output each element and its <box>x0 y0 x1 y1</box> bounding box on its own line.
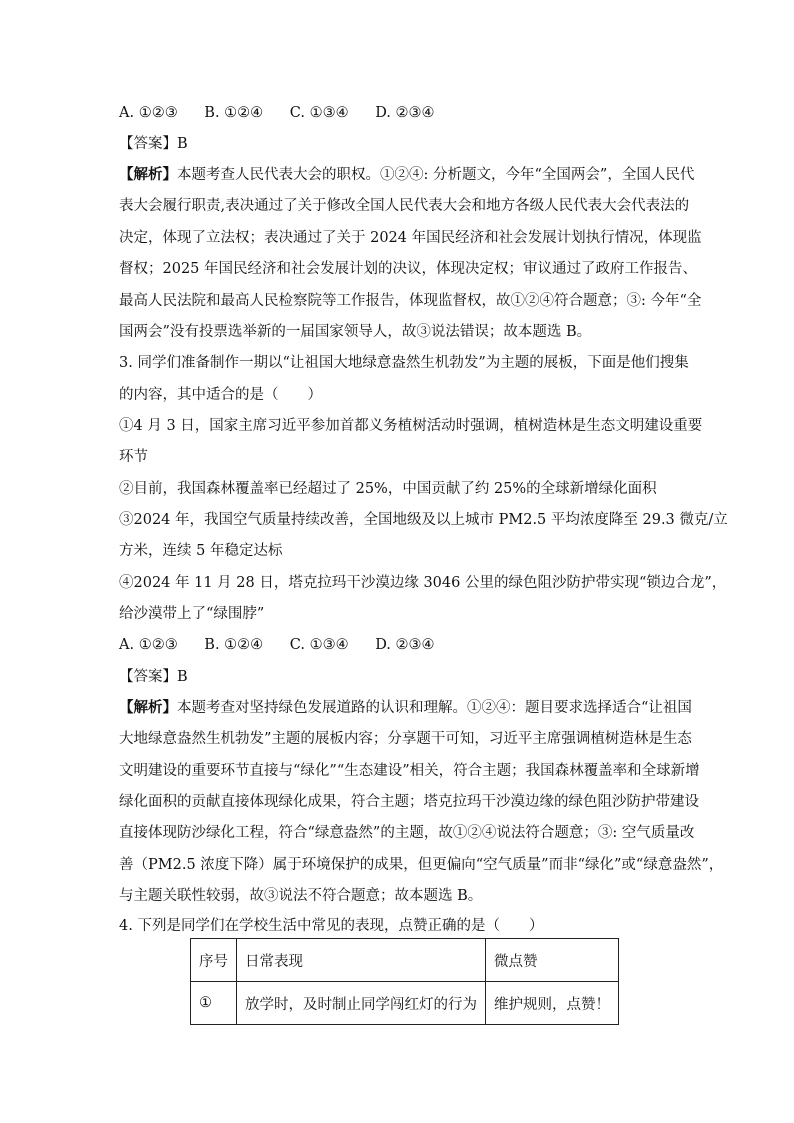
question-3-item: 环节 <box>119 449 148 465</box>
analysis-1-line: 最高人民法院和最高人民检察院等工作报告，体现监督权，故①②④符合题意；③: 今年“全 <box>119 293 702 309</box>
question-3-item: ②目前，我国森林覆盖率已经超过了 25%，中国贡献了约 25%的全球新增绿化面积 <box>119 481 657 497</box>
analysis-1-line: 督权；2025 年国民经济和社会发展计划的决议，体现决定权；审议通过了政府工作报告、 <box>119 261 698 277</box>
question-3-item: ③2024 年，我国空气质量持续改善，全国地级及以上城市 PM2.5 平均浓度降至 29.3 微克/立 <box>119 512 728 528</box>
options-row-top <box>119 104 457 122</box>
answer-2: 【答案】B <box>119 669 188 685</box>
question-3-item: ④2024 年 11 月 28 日，塔克拉玛干沙漠边缘 3046 公里的绿色阻沙防护带实现“锁边合龙”， <box>119 575 727 591</box>
option-a: A. ①②③ <box>119 637 178 653</box>
table-header-row <box>191 939 619 982</box>
analysis-2-line: 绿化面积的贡献直接体现绿化成果，符合主题；塔克拉玛干沙漠边缘的绿色阻沙防护带建设 <box>119 794 699 810</box>
analysis-2-line: 【解析】本题考查对坚持绿色发展道路的认识和理解。①②④：题目要求选择适合“让祖国 <box>119 699 692 716</box>
question-4: 4. 下列是同学们在学校生活中常见的表现，点赞正确的是（ ） <box>119 918 544 934</box>
cell-behavior: 放学时，及时制止同学闯红灯的行为 <box>237 982 486 1025</box>
option-a: A. ①②③ <box>119 105 178 121</box>
cell-number: ① <box>191 982 237 1025</box>
question-3-item: 方米，连续 5 年稳定达标 <box>119 543 283 559</box>
analysis-2-head: 【解析】 <box>119 699 177 716</box>
question-3-line: 的内容，其中适合的是（ ） <box>119 387 322 403</box>
analysis-2-line: 善（PM2.5 浓度下降）属于环境保护的成果，但更偏向“空气质量”而非“绿化”或“绿意盎然”， <box>119 857 724 873</box>
praise-table <box>190 938 619 1025</box>
question-3-item: ①4 月 3 日，国家主席习近平参加首都义务植树活动时强调，植树造林是生态文明建设重要 <box>119 418 703 434</box>
table-row <box>191 982 619 1025</box>
option-d: D. ②③④ <box>375 637 435 653</box>
cell-praise: 维护规则，点赞！ <box>486 982 619 1025</box>
options-row-q3 <box>119 636 457 654</box>
header-behavior: 日常表现 <box>237 939 486 982</box>
analysis-2-line: 文明建设的重要环节直接与“绿化”“生态建设”相关，符合主题；我国森林覆盖率和全球新增 <box>119 763 700 779</box>
option-d: D. ②③④ <box>375 105 435 121</box>
analysis-1-line: 决定，体现了立法权；表决通过了关于 2024 年国民经济和社会发展计划执行情况，体现监 <box>119 230 702 246</box>
question-3-line: 3. 同学们准备制作一期以“让祖国大地绿意盎然生机勃发”为主题的展板，下面是他们搜集 <box>119 355 689 371</box>
option-c: C. ①③④ <box>289 637 349 653</box>
question-3-item: 给沙漠带上了“绿围脖” <box>119 606 265 622</box>
answer-1: 【答案】B <box>119 136 188 152</box>
option-b: B. ①②④ <box>204 105 264 121</box>
analysis-1-line: 国两会”没有投票选举新的一届国家领导人，故③说法错误；故本题选 B。 <box>119 324 592 340</box>
analysis-2-line: 大地绿意盎然生机勃发”主题的展板内容；分享题干可知，习近平主席强调植树造林是生态 <box>119 731 692 747</box>
option-c: C. ①③④ <box>289 105 349 121</box>
option-b: B. ①②④ <box>204 637 264 653</box>
analysis-2-line: 与主题关联性较弱，故③说法不符合题意；故本题选 B。 <box>119 888 483 904</box>
analysis-2-line: 直接体现防沙绿化工程，符合“绿意盎然”的主题，故①②④说法符合题意；③: 空气质量改 <box>119 825 695 841</box>
analysis-1-line: 【解析】本题考查人民代表大会的职权。①②④: 分析题文，今年“全国两会”，全国人民代 <box>119 166 695 183</box>
header-number: 序号 <box>191 939 237 982</box>
analysis-1-line: 表大会履行职责,表决通过了关于修改全国人民代表大会和地方各级人民代表大会代表法的 <box>119 198 690 214</box>
header-praise: 微点赞 <box>486 939 619 982</box>
analysis-1-head: 【解析】 <box>119 166 177 183</box>
